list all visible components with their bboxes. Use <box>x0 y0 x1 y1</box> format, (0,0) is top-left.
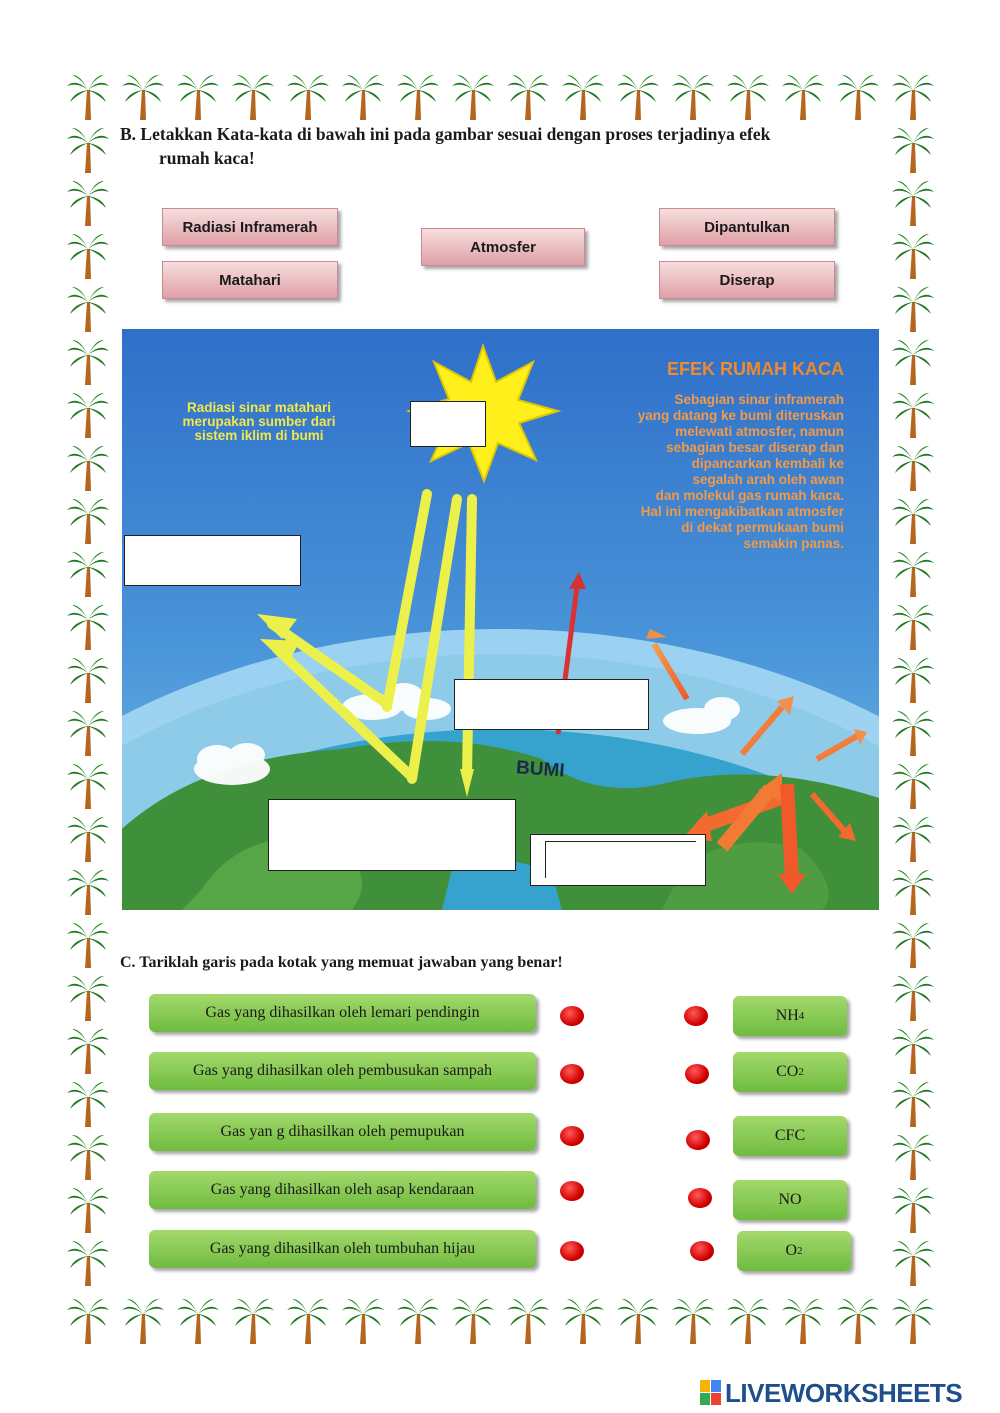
right-caption-line: yang datang ke bumi diteruskan <box>637 408 844 423</box>
formula-base: NO <box>778 1191 802 1208</box>
right-connector-dot[interactable] <box>684 1006 708 1026</box>
palm-tree-icon <box>891 920 935 970</box>
left-connector-dot[interactable] <box>560 1241 584 1261</box>
palm-tree-icon <box>781 1296 825 1346</box>
answer-box-sun[interactable] <box>410 401 486 447</box>
word-chip-dipantulkan[interactable]: Dipantulkan <box>659 208 835 246</box>
palm-tree-icon <box>561 72 605 122</box>
palm-tree-icon <box>891 72 935 122</box>
match-left-3[interactable]: Gas yan g dihasilkan oleh pemupukan <box>149 1113 536 1151</box>
right-connector-dot[interactable] <box>688 1188 712 1208</box>
left-caption-line: merupakan sumber dari <box>182 414 336 429</box>
palm-tree-icon <box>891 655 935 705</box>
palm-tree-icon <box>341 1296 385 1346</box>
palm-tree-icon <box>726 1296 770 1346</box>
palm-tree-icon <box>66 602 110 652</box>
palm-tree-icon <box>836 1296 880 1346</box>
word-chip-matahari[interactable]: Matahari <box>162 261 338 299</box>
palm-tree-icon <box>891 178 935 228</box>
palm-tree-icon <box>66 125 110 175</box>
match-right-cfc[interactable] <box>733 1116 847 1156</box>
left-caption-line: Radiasi sinar matahari <box>186 400 332 415</box>
palm-tree-icon <box>891 231 935 281</box>
palm-tree-icon <box>66 920 110 970</box>
palm-tree-icon <box>891 443 935 493</box>
palm-tree-icon <box>66 973 110 1023</box>
section-b-heading <box>120 122 880 170</box>
left-caption-line: sistem iklim di bumi <box>194 428 324 443</box>
palm-tree-icon <box>891 337 935 387</box>
palm-tree-icon <box>891 1026 935 1076</box>
palm-tree-icon <box>176 72 220 122</box>
match-left-4[interactable]: Gas yang dihasilkan oleh asap kendaraan <box>149 1171 536 1209</box>
word-chip-radiasi-inframerah[interactable]: Radiasi Inframerah <box>162 208 338 246</box>
palm-tree-icon <box>66 496 110 546</box>
palm-tree-icon <box>891 125 935 175</box>
match-left-1[interactable]: Gas yang dihasilkan oleh lemari pendingin <box>149 994 536 1032</box>
palm-tree-icon <box>561 1296 605 1346</box>
palm-tree-icon <box>66 761 110 811</box>
right-connector-dot[interactable] <box>685 1064 709 1084</box>
palm-tree-icon <box>66 443 110 493</box>
greenhouse-effect-diagram <box>122 329 879 910</box>
right-caption-line: melewati atmosfer, namun <box>675 424 844 439</box>
palm-tree-icon <box>66 337 110 387</box>
palm-tree-icon <box>726 72 770 122</box>
palm-tree-icon <box>781 72 825 122</box>
palm-tree-icon <box>396 72 440 122</box>
palm-tree-icon <box>66 1296 110 1346</box>
liveworksheets-logo-icon <box>700 1380 722 1406</box>
liveworksheets-logo <box>700 1378 962 1408</box>
palm-tree-icon <box>891 284 935 334</box>
palm-tree-icon <box>506 1296 550 1346</box>
answer-box-atmosphere[interactable] <box>454 679 649 730</box>
palm-tree-icon <box>66 72 110 122</box>
answer-box-reflected[interactable] <box>124 535 301 586</box>
match-right-no[interactable] <box>733 1180 847 1220</box>
right-caption-line: Hal ini mengakibatkan atmosfer <box>640 504 844 519</box>
palm-tree-icon <box>891 708 935 758</box>
right-caption-line: segalah arah oleh awan <box>692 472 844 487</box>
left-connector-dot[interactable] <box>560 1064 584 1084</box>
palm-tree-icon <box>891 1079 935 1129</box>
palm-tree-icon <box>891 390 935 440</box>
formula-base: O <box>785 1242 798 1259</box>
match-left-5[interactable]: Gas yang dihasilkan oleh tumbuhan hijau <box>149 1230 536 1268</box>
palm-tree-icon <box>836 72 880 122</box>
palm-tree-icon <box>891 1296 935 1346</box>
palm-tree-icon <box>616 72 660 122</box>
palm-tree-icon <box>121 1296 165 1346</box>
palm-tree-icon <box>286 1296 330 1346</box>
formula-subscript: 4 <box>798 1010 805 1022</box>
section-c-heading: C. Tariklah garis pada kotak yang memuat jawaban yang benar! <box>120 954 563 971</box>
right-caption-line: dipancarkan kembali ke <box>691 456 844 471</box>
palm-tree-icon <box>66 390 110 440</box>
palm-tree-icon <box>891 602 935 652</box>
earth-label: BUMI <box>515 757 566 782</box>
palm-tree-icon <box>286 72 330 122</box>
palm-tree-icon <box>891 867 935 917</box>
diagram-right-caption <box>542 392 844 552</box>
palm-tree-icon <box>66 178 110 228</box>
palm-tree-icon <box>66 867 110 917</box>
palm-tree-icon <box>231 72 275 122</box>
right-caption-line: semakin panas. <box>743 536 844 551</box>
palm-tree-icon <box>66 284 110 334</box>
palm-tree-icon <box>66 1185 110 1235</box>
liveworksheets-logo-text: LIVEWORKSHEETS <box>725 1377 963 1408</box>
palm-tree-icon <box>891 973 935 1023</box>
palm-tree-icon <box>506 72 550 122</box>
diagram-title: EFEK RUMAH KACA <box>667 359 844 379</box>
palm-tree-icon <box>891 1132 935 1182</box>
palm-tree-icon <box>231 1296 275 1346</box>
palm-tree-icon <box>66 708 110 758</box>
right-connector-dot[interactable] <box>686 1130 710 1150</box>
palm-tree-icon <box>66 814 110 864</box>
palm-tree-icon <box>891 496 935 546</box>
right-caption-line: sebagian besar diserap dan <box>666 440 844 455</box>
palm-tree-icon <box>176 1296 220 1346</box>
right-caption-line: di dekat permukaan bumi <box>681 520 844 535</box>
left-connector-dot[interactable] <box>560 1126 584 1146</box>
answer-box-absorbed[interactable] <box>530 834 706 886</box>
palm-tree-icon <box>616 1296 660 1346</box>
right-caption-line: dan molekul gas rumah kaca. <box>655 488 844 503</box>
right-connector-dot[interactable] <box>690 1241 714 1261</box>
palm-tree-icon <box>66 1079 110 1129</box>
match-right-co2[interactable] <box>733 1052 847 1092</box>
formula-base: CO <box>776 1063 799 1080</box>
palm-tree-icon <box>66 231 110 281</box>
formula-base: NH <box>775 1007 799 1024</box>
answer-box-infrared[interactable] <box>268 799 516 871</box>
palm-tree-icon <box>66 655 110 705</box>
palm-tree-icon <box>121 72 165 122</box>
palm-tree-icon <box>66 1238 110 1288</box>
palm-tree-icon <box>891 814 935 864</box>
palm-tree-icon <box>396 1296 440 1346</box>
palm-tree-icon <box>891 1185 935 1235</box>
answer-box-inner-frame <box>545 841 696 878</box>
palm-tree-icon <box>891 1238 935 1288</box>
match-left-2[interactable]: Gas yang dihasilkan oleh pembusukan sampah <box>149 1052 536 1090</box>
match-right-nh4[interactable] <box>733 996 847 1036</box>
right-caption-line: Sebagian sinar inframerah <box>674 392 844 407</box>
palm-tree-icon <box>451 1296 495 1346</box>
word-chip-atmosfer[interactable]: Atmosfer <box>421 228 585 266</box>
palm-tree-icon <box>891 761 935 811</box>
formula-subscript: 2 <box>798 1066 804 1078</box>
diagram-left-caption <box>154 401 364 443</box>
left-connector-dot[interactable] <box>560 1006 584 1026</box>
palm-tree-icon <box>66 1026 110 1076</box>
palm-tree-icon <box>891 549 935 599</box>
formula-base: CFC <box>774 1127 806 1144</box>
palm-tree-icon <box>451 72 495 122</box>
left-connector-dot[interactable] <box>560 1181 584 1201</box>
palm-tree-icon <box>66 1132 110 1182</box>
palm-tree-icon <box>671 1296 715 1346</box>
section-b-heading-line2: rumah kaca! <box>159 148 255 168</box>
word-chip-diserap[interactable]: Diserap <box>659 261 835 299</box>
formula-subscript: 2 <box>797 1245 803 1257</box>
palm-tree-icon <box>66 549 110 599</box>
section-b-heading-line1: B. Letakkan Kata-kata di bawah ini pada gambar sesuai dengan proses terjadinya efek <box>120 124 771 144</box>
match-right-o2[interactable] <box>737 1231 851 1271</box>
palm-tree-icon <box>341 72 385 122</box>
palm-tree-icon <box>671 72 715 122</box>
